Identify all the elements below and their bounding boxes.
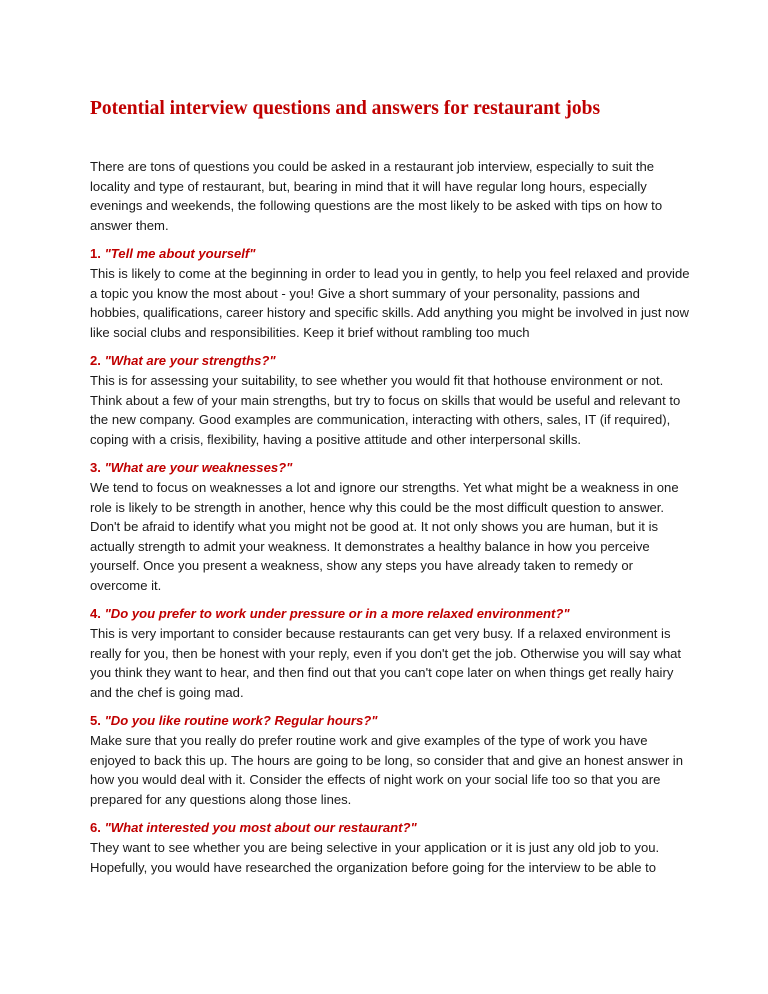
question-text: "What are your strengths?" bbox=[104, 353, 276, 369]
question-number: 5. bbox=[90, 713, 101, 729]
question-number: 1. bbox=[90, 246, 101, 262]
question-block-4 bbox=[90, 604, 690, 702]
answer-paragraph: We tend to focus on weaknesses a lot and ignore our strengths. Yet what might be a weakness in one role is likely to be strength in another, hence why this could be the most difficult question to answer. Don't be afraid to identify what you might not be good at. It not only shows you are human, but it is actually strength to admit your weakness. It demonstrates a healthy balance in how you perceive yourself. Once you present a weakness, show any steps you have already taken to remedy or overcome it. bbox=[90, 479, 679, 593]
question-block-5 bbox=[90, 711, 690, 809]
page-title: Potential interview questions and answers for restaurant jobs bbox=[90, 98, 601, 119]
answer-paragraph: This is likely to come at the beginning in order to lead you in gently, to help you feel relaxed and provide a topic you know the most about - you! Give a short summary of your personality, passions and hobbies, qualifications, career history and specific skills. Add anything you might be involved in just now like social clubs and responsibilities. Keep it brief without rambling too much bbox=[90, 265, 690, 340]
document-body bbox=[90, 157, 690, 886]
question-heading bbox=[90, 244, 690, 264]
question-block-6 bbox=[90, 818, 690, 877]
question-number: 6. bbox=[90, 820, 101, 836]
question-number: 4. bbox=[90, 606, 101, 622]
answer-paragraph: This is very important to consider because restaurants can get very busy. If a relaxed environment is really for you, then be honest with your reply, even if you don't get the job. Otherwise you will say what you think they want to hear, and then find out that you can't cope later on when things get really hairy and the chef is going mad. bbox=[90, 626, 682, 700]
question-text: "What are your weaknesses?" bbox=[104, 460, 293, 476]
question-block-2 bbox=[90, 351, 690, 449]
question-text: "What interested you most about our restaurant?" bbox=[104, 820, 417, 836]
question-text: "Do you prefer to work under pressure or in a more relaxed environment?" bbox=[104, 606, 570, 622]
question-number: 2. bbox=[90, 353, 101, 369]
question-number: 3. bbox=[90, 460, 101, 476]
question-heading bbox=[90, 458, 690, 478]
question-heading bbox=[90, 711, 690, 731]
question-heading bbox=[90, 604, 690, 624]
question-heading bbox=[90, 818, 690, 838]
question-heading bbox=[90, 351, 690, 371]
answer-paragraph: Make sure that you really do prefer routine work and give examples of the type of work you have enjoyed to back this up. The hours are going to be long, so consider that and give an honest answer in how you would deal with it. Consider the effects of night work on your social life too so that you are prepared for any questions along those lines. bbox=[90, 733, 684, 807]
question-block-3 bbox=[90, 458, 690, 595]
question-text: "Tell me about yourself" bbox=[104, 246, 256, 262]
answer-paragraph: They want to see whether you are being selective in your application or it is just any old job to you. Hopefully, you would have researched the organization before going for the interview to be able to bbox=[90, 840, 660, 875]
question-block-1 bbox=[90, 244, 690, 342]
question-text: "Do you like routine work? Regular hours?" bbox=[104, 713, 378, 729]
answer-paragraph: This is for assessing your suitability, to see whether you would fit that hothouse environment or not. Think about a few of your main strengths, but try to focus on skills that would be useful and relevant to the new company. Good examples are communication, interacting with others, sales, IT (if required), coping with a crisis, flexibility, having a positive attitude and other interpersonal skills. bbox=[90, 372, 681, 447]
intro-paragraph: There are tons of questions you could be asked in a restaurant job interview, especially to suit the locality and type of restaurant, but, bearing in mind that it will have regular long hours, especially evenings and weekends, the following questions are the most likely to be asked with tips on how to answer them. bbox=[90, 159, 663, 233]
